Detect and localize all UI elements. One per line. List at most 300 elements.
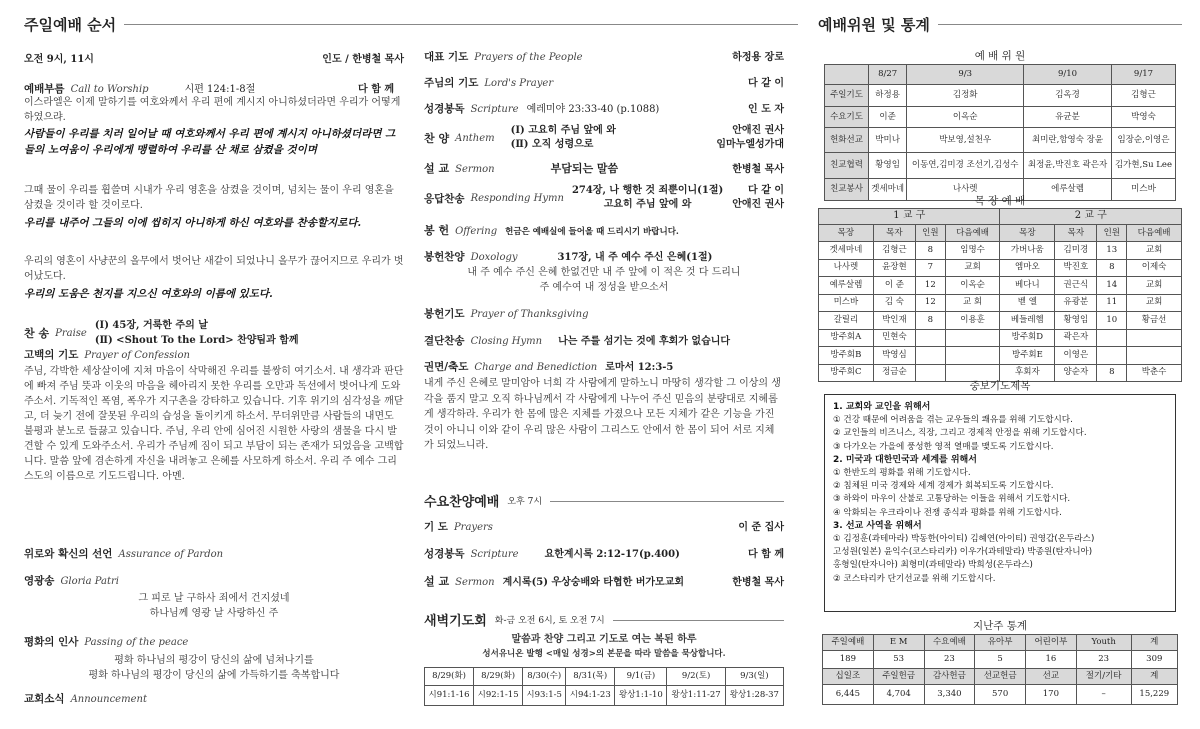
stat-value: 4,704 (873, 685, 924, 705)
peace-line-2: 평화 하나님의 평강이 당신의 삶에 가득하기를 축복합니다 (88, 670, 340, 681)
cell-title: 목 장 예 배 (974, 195, 1026, 207)
item-label: 위로와 확신의 선언 (24, 548, 113, 560)
stat-value: 23 (924, 651, 975, 669)
dawn-line-1: 말씀과 찬양 그리고 기도로 여는 복된 하루 (511, 634, 697, 645)
committee-cell: 최정윤,박진호 곽은자 (1024, 153, 1112, 179)
stat-header: 절기/기타 (1076, 669, 1131, 685)
stat-value: 15,229 (1131, 685, 1177, 705)
committee-cell: 박미나 (869, 128, 907, 153)
doxology-row (424, 248, 784, 264)
item-label: 찬 송 (24, 327, 50, 340)
thanksgiving-row (424, 306, 784, 321)
date-header: 8/27 (869, 65, 907, 85)
cell-value: 교회 (1127, 277, 1182, 295)
committee-cell: 박보영,설천우 (907, 128, 1024, 153)
dawn-ref: 시92:1-15 (474, 686, 523, 706)
item-label-en: Prayer of Confession (84, 350, 190, 361)
prayer-heading: 3. 선교 사역을 위해서 (833, 520, 922, 531)
col-header: 목자 (1055, 225, 1097, 242)
prayer-item: ① 김정훈(과테마라) 박동한(아이티) 김혜연(아이티) 권영갑(온두라스) (833, 534, 1095, 545)
prayer-item: ④ 악화되는 우크라이나 전쟁 종식과 평화를 위해 기도합시다. (833, 507, 1062, 518)
item-label-en: Passing of the peace (84, 637, 189, 648)
prayer-heading: 2. 미국과 대한민국과 세계를 위해서 (833, 454, 977, 465)
item-label: 봉헌기도 (424, 308, 465, 320)
table-row (819, 329, 1182, 347)
anthem-line-1: (Ⅰ) 고요히 주님 앞에 와 (510, 125, 616, 136)
cell-value: 양순자 (1055, 364, 1097, 382)
stat-value: 53 (873, 651, 924, 669)
doxology-ref: 317장, 내 주 예수 주신 은혜(1절) (557, 252, 713, 263)
prayer-item: ② 침체된 미국 경제와 세계 경제가 회복되도록 기도합시다. (833, 481, 1054, 492)
gloria-line-2: 하나님께 영광 날 사랑하신 주 (149, 608, 279, 619)
item-who: 다 함 께 (748, 549, 784, 560)
call-bold-1: 사람들이 우리를 치러 일어날 때 여호와께서 우리 편에 계시지 아니하셨더라면 그들의 노여움이 우리에게 맹렬하여 우리를 산 채로 삼켰을 것이며 (24, 128, 396, 156)
responding-line-2: 고요히 주님 앞에 와 (603, 199, 692, 210)
wed-scripture-row (424, 545, 784, 561)
item-label: 봉헌찬양 (424, 251, 465, 263)
wednesday-header (424, 491, 784, 510)
cell-value: 박인재 (873, 312, 915, 330)
closing-hymn-text: 나는 주를 섬기는 것에 후회가 없습니다 (558, 336, 731, 347)
dawn-date: 8/29(화) (425, 668, 474, 686)
col-header: 인원 (1097, 225, 1127, 242)
col-header: 목장 (1000, 225, 1055, 242)
cell-value: 후회자 (1000, 364, 1055, 382)
cell-value: 8 (916, 312, 946, 330)
date-header: 9/10 (1024, 65, 1112, 85)
stats-title: 지난주 통계 (972, 620, 1028, 632)
cell-value: 박춘수 (1127, 364, 1182, 382)
stat-value: 170 (1026, 685, 1077, 705)
peace-row (24, 634, 404, 649)
prayer-item: ③ 다가오는 가을에 풍성한 영적 열매를 맺도록 기도합시다. (833, 441, 1054, 452)
item-label: 권면/축도 (424, 361, 469, 373)
call-to-worship-row (24, 80, 404, 96)
item-label-en: Assurance of Pardon (118, 549, 224, 560)
wed-prayer-row (424, 518, 784, 534)
cell-value (916, 347, 946, 365)
cell-value: 가버나움 (1000, 242, 1055, 260)
committee-cell: 임장순,이영은 (1111, 128, 1175, 153)
stat-value: 23 (1076, 651, 1131, 669)
prayers-people-row (424, 48, 784, 64)
cell-value: 엠마오 (1000, 259, 1055, 277)
committee-cell: 김옥경 (1024, 85, 1112, 107)
cell-value: 민현숙 (873, 329, 915, 347)
cell-value (916, 329, 946, 347)
cell-value: 교회 (1127, 294, 1182, 312)
cell-value: 8 (1097, 364, 1127, 382)
prayer-item: ② 코스타리카 단기선교를 위해 기도합시다. (833, 573, 996, 584)
cell-value: 황금선 (1127, 312, 1182, 330)
cell-value (945, 347, 1000, 365)
item-label: 예배부름 (24, 83, 65, 95)
confession-row (24, 347, 404, 362)
announce-row (24, 691, 404, 706)
item-who: 한병철 목사 (732, 577, 784, 588)
header-rule (404, 24, 798, 25)
anthem-line-2: (Ⅱ) 오직 성령으로 (510, 139, 594, 150)
item-label: 설 교 (424, 575, 450, 588)
cell-value: 권근식 (1055, 277, 1097, 295)
stat-header: Youth (1076, 635, 1131, 651)
cell-value: 임명수 (945, 242, 1000, 260)
item-label-en: Sermon (455, 164, 495, 175)
order-of-worship-column (24, 0, 404, 729)
dawn-line-2: 성서유니온 발행 <매일 성경>의 본문을 따라 말씀을 묵상합니다. (482, 649, 726, 659)
dawn-ref: 시91:1-16 (425, 686, 474, 706)
cell-value: 8 (916, 242, 946, 260)
stat-value: 16 (1026, 651, 1077, 669)
table-row (819, 312, 1182, 330)
committee-cell: 겟세마네 (869, 179, 907, 201)
prayer-item: 홍형일(탄자니아) 최형미(과테말라) 박희성(온두라스) (833, 560, 1033, 571)
committee-cell: 유균분 (1024, 107, 1112, 128)
cell-value: 방주회E (1000, 347, 1055, 365)
item-label: 영광송 (24, 575, 55, 587)
cell-value: 7 (916, 259, 946, 277)
col-header: 인원 (916, 225, 946, 242)
benediction-ref: 로마서 12:3-5 (605, 362, 674, 373)
district-header: 2 교 구 (1000, 209, 1182, 225)
stat-header: 유아부 (975, 635, 1026, 651)
cell-value: 갈릴리 (819, 312, 874, 330)
dawn-date: 8/29(화) (474, 668, 523, 686)
item-label-en: Scripture (470, 104, 519, 115)
pardon-row (24, 546, 404, 561)
cell-value: 박진호 (1055, 259, 1097, 277)
cell-value: 이용훈 (945, 312, 1000, 330)
table-row (823, 635, 1178, 651)
cell-value: 방주회C (819, 364, 874, 382)
committee-cell: 하정용 (869, 85, 907, 107)
responding-line-1: 274장, 나 행한 것 죄뿐이니(1절) (571, 185, 724, 196)
item-label: 봉 헌 (424, 224, 450, 237)
cell-value: 유광분 (1055, 294, 1097, 312)
worship-order-header (24, 14, 404, 34)
item-label-en: Responding Hymn (470, 192, 564, 204)
committee-cell: 에루살렘 (1024, 179, 1112, 201)
table-row (823, 651, 1178, 669)
item-who: 이 준 집사 (738, 522, 784, 533)
cell-value: 이영은 (1055, 347, 1097, 365)
cell-value (1127, 347, 1182, 365)
item-who: 다 함 께 (358, 84, 394, 95)
cell-value (945, 329, 1000, 347)
stat-header: E M (873, 635, 924, 651)
header-rule (124, 24, 404, 25)
service-time: 오전 9시, 11시 (24, 54, 94, 65)
committee-and-stats-column (818, 0, 1182, 729)
benediction-text: 내게 주신 은혜로 말미암아 너희 각 사람에게 말하노니 마땅히 생각할 그 이상의 생각을 품지 말고 오직 하나님께서 각 사람에게 나누어 주신 믿음의 분량대로 지혜롭게 생각하라. 우리가 한 몸에 많은 지체를 가졌으나 모든 지체가 같은 기능을 가진 것이 아니니 이와 같이 우리 많은 사람이 그리스도 안에서 한 몸이 되어 서로 지체가 되었느니라. (424, 378, 781, 451)
prayer-box (824, 394, 1176, 612)
item-who: 다 같 이 (748, 78, 784, 89)
confession-text: 주님, 각박한 세상살이에 지쳐 마음이 삭막해진 우리를 불쌍히 여기소서. 내 생각과 판단에 빠져 주님 뜻과 이웃의 마음을 헤아리지 못한 우리를 오만과 독선에서 벗어나게 도와주소서. 기독적인 폭염, 폭우가 지구촌을 강타하고 있습니다. 기후 위기의 심각성을 깨닫고, 더 늦기 전에 잘못된 우리의 습성을 돌이키게 하소서. 무더위만큼 사람들의 내면도 불평과 분노로 들끓고 있습니다. 주님, 우리 안에 심어진 시원한 사랑의 샘물을 다시 발견할 수 있게 도와주소서. 우리가 주님께 짐이 되고 부담이 되는 존재가 되었음을 고백합니다. 말씀 앞에 겸손하게 자신을 내려놓고 은혜를 사모하게 하소서. 우리 주 예수 그리스도의 이름으로 기도드립니다. 아멘. (24, 366, 404, 482)
sermon-title: 계시록(5) 우상숭배와 타협한 버가모교회 (502, 577, 685, 588)
leader: 인도 / 한병철 목사 (322, 54, 404, 65)
date-header: 9/17 (1111, 65, 1175, 85)
role-cell: 주일기도 (825, 85, 869, 107)
lords-prayer-row (424, 74, 784, 90)
cell-value (1097, 329, 1127, 347)
prayer-item: ③ 하와이 마우이 산불로 고통당하는 이들을 위해서 기도합시다. (833, 494, 1071, 505)
item-who: 안애진 권사 (732, 199, 784, 210)
item-label-en: Gloria Patri (60, 576, 120, 587)
cell-value: 8 (1097, 259, 1127, 277)
offering-note: 헌금은 예배실에 들어올 때 드리시기 바랍니다. (505, 227, 679, 237)
cell-value: 12 (916, 277, 946, 295)
committee-cell: 미스바 (1111, 179, 1175, 201)
cell-value (1097, 347, 1127, 365)
gloria-row (24, 573, 404, 588)
stat-value: 309 (1131, 651, 1177, 669)
service-time-row (24, 50, 404, 65)
item-label-en: Scripture (470, 549, 519, 560)
item-label-en: Announcement (70, 694, 147, 705)
item-label: 평화의 인사 (24, 636, 79, 648)
hymn-row (24, 318, 404, 348)
prayer-item: ② 교인들의 비즈니스, 직장, 그리고 경제적 안정을 위해 기도합시다. (833, 428, 1087, 439)
cell-value: 교회 (1127, 242, 1182, 260)
benediction-row (424, 358, 784, 374)
stat-value: 189 (823, 651, 874, 669)
table-row (823, 669, 1178, 685)
role-cell: 친교봉사 (825, 179, 869, 201)
col-header: 다음예배 (1127, 225, 1182, 242)
committee-cell: 박영숙 (1111, 107, 1175, 128)
cell-value: 교회 (945, 259, 1000, 277)
cell-value: 13 (1097, 242, 1127, 260)
committee-cell: 이준 (869, 107, 907, 128)
stat-header: 계 (1131, 635, 1177, 651)
item-who: 하정용 장로 (732, 52, 784, 63)
cell-value: 곽은자 (1055, 329, 1097, 347)
committee-table (824, 64, 1176, 201)
dawn-ref: 시94:1-23 (566, 686, 615, 706)
stat-header: 주일헌금 (873, 669, 924, 685)
cell-value: 김형근 (873, 242, 915, 260)
section-title: 새벽기도회 (424, 614, 487, 629)
table-row (819, 242, 1182, 260)
cell-value: 윤장현 (873, 259, 915, 277)
offering-row (424, 222, 784, 238)
stat-header: 어린이부 (1026, 635, 1077, 651)
role-cell: 헌화선교 (825, 128, 869, 153)
scripture-ref: 요한계시록 2:12-17(p.400) (544, 549, 680, 560)
item-label: 설 교 (424, 162, 450, 175)
stat-value: 3,340 (924, 685, 975, 705)
hymn-line-1: (Ⅰ) 45장, 거룩한 주의 날 (94, 320, 208, 331)
dawn-date: 8/30(수) (523, 668, 566, 686)
stat-header: 선교 (1026, 669, 1077, 685)
item-label: 고백의 기도 (24, 349, 79, 361)
cell-value: 11 (1097, 294, 1127, 312)
item-label: 교회소식 (24, 693, 65, 705)
table-row (819, 294, 1182, 312)
stats-table (822, 634, 1178, 705)
call-bold-3: 우리의 도움은 천지를 지으신 여호와의 이름에 있도다. (24, 288, 273, 300)
doxology-line-2: 주 예수여 내 정성을 받으소서 (539, 282, 669, 293)
anthem-row (424, 124, 784, 152)
call-bold-2: 우리를 내주어 그들의 이에 씹히지 아니하게 하신 여호와를 찬송할지로다. (24, 217, 362, 229)
prayer-item: 고성원(일본) 윤익수(코스타리카) 이우가(과테말라) 박종원(탄자니아) (833, 547, 1093, 558)
dawn-table (424, 667, 784, 706)
dawn-date: 8/31(목) (566, 668, 615, 686)
committee-title: 예 배 위 원 (974, 50, 1026, 62)
cell-value: 방주회B (819, 347, 874, 365)
cell-value: 베들레헴 (1000, 312, 1055, 330)
committee-header (818, 14, 1182, 34)
cell-value: 이 준 (873, 277, 915, 295)
sermon-row (424, 160, 784, 176)
cell-value: 김 숙 (873, 294, 915, 312)
cell-value: 겟세마네 (819, 242, 874, 260)
table-row (819, 347, 1182, 365)
col-header: 다음예배 (945, 225, 1000, 242)
cell-value (1127, 329, 1182, 347)
cell-value: 정금순 (873, 364, 915, 382)
committee-cell: 이동연,김미경 조선기,김성수 (907, 153, 1024, 179)
item-label: 결단찬송 (424, 335, 465, 347)
stat-value: 6,445 (823, 685, 874, 705)
cell-value: 박영심 (873, 347, 915, 365)
prayer-item: ① 건강 때문에 어려움을 겪는 교우들의 쾌유를 위해 기도합시다. (833, 415, 1073, 426)
item-label-en: Praise (55, 327, 87, 339)
dawn-ref: 왕상1:1-10 (615, 686, 667, 706)
gloria-line-1: 그 피로 날 구하사 죄에서 건지셨네 (138, 593, 290, 604)
committee-cell: 김정화 (907, 85, 1024, 107)
hymn-line-2: (Ⅱ) <Shout To the Lord> 찬양팀과 함께 (94, 335, 299, 346)
date-header: 9/3 (907, 65, 1024, 85)
sermon-title: 부담되는 말씀 (550, 162, 619, 175)
call-text-3: 우리의 영혼이 사냥꾼의 올무에서 벗어난 새같이 되었나니 올무가 끊어지므로 우리가 벗어났도다. (24, 256, 404, 282)
item-label-en: Call to Worship (70, 84, 149, 95)
prayer-heading: 1. 교회와 교인을 위해서 (833, 402, 931, 412)
cell-value: 미스바 (819, 294, 874, 312)
stat-value: – (1076, 685, 1131, 705)
cell-value: 14 (1097, 277, 1127, 295)
committee-cell: 황영임 (869, 153, 907, 179)
peace-line-1: 평화 하나님의 평강이 당신의 삶에 넘쳐나기를 (114, 655, 314, 666)
closing-hymn-row (424, 332, 784, 348)
item-label-en: Offering (455, 226, 498, 237)
cell-value: 벧 엘 (1000, 294, 1055, 312)
header-rule (938, 24, 1182, 25)
item-label-en: Prayer of Thanksgiving (470, 309, 589, 320)
item-label: 대표 기도 (424, 51, 469, 63)
scripture-row (424, 100, 784, 116)
corner-cell (825, 65, 869, 85)
cell-table (818, 208, 1182, 382)
item-who: 다 같 이 (748, 185, 784, 196)
item-who: 한병철 목사 (732, 164, 784, 175)
order-of-worship-continued (424, 0, 784, 729)
item-label-en: Charge and Benediction (474, 362, 598, 373)
section-title: 예배위원 및 통계 (818, 15, 930, 34)
item-who: 안애진 권사 (732, 125, 784, 136)
cell-value: 이제숙 (1127, 259, 1182, 277)
stat-value: 5 (975, 651, 1026, 669)
item-label: 응답찬송 (424, 192, 465, 205)
stat-header: 계 (1131, 669, 1177, 685)
prayer-item: ① 한반도의 평화를 위해 기도합시다. (833, 468, 971, 479)
committee-cell: 이옥순 (907, 107, 1024, 128)
dawn-date: 9/2(토) (667, 668, 725, 686)
role-cell: 친교협력 (825, 153, 869, 179)
col-header: 목자 (873, 225, 915, 242)
dawn-ref: 시93:1-5 (523, 686, 566, 706)
cell-value: 황영임 (1055, 312, 1097, 330)
role-cell: 수요기도 (825, 107, 869, 128)
cell-value: 이옥순 (945, 277, 1000, 295)
item-label: 성경봉독 (424, 103, 465, 115)
item-label-en: Sermon (455, 577, 495, 588)
wed-sermon-row (424, 573, 784, 589)
cell-value: 김미경 (1055, 242, 1097, 260)
section-time: 화-금 오전 6시, 토 오전 7시 (494, 616, 605, 626)
table-row (819, 259, 1182, 277)
call-text-1: 이스라엘은 이제 말하기를 여호와께서 우리 편에 계시지 아니하셨더라면 우리가 어떻게 하였으랴. (24, 97, 401, 123)
committee-cell: 최미란,함영숙 장윤 (1024, 128, 1112, 153)
item-label-en: Closing Hymn (470, 336, 543, 347)
section-title: 수요찬양예배 (424, 495, 500, 510)
stat-header: 주일예배 (823, 635, 874, 651)
dawn-ref: 왕상1:11-27 (667, 686, 725, 706)
item-label-en: Lord's Prayer (484, 78, 554, 89)
cell-value: 10 (1097, 312, 1127, 330)
stat-header: 십일조 (823, 669, 874, 685)
item-label-en: Doxology (470, 252, 518, 263)
item-who: 인 도 자 (748, 104, 784, 115)
scripture-ref: 예레미야 23:33-40 (p.1088) (526, 104, 660, 115)
responding-hymn-row (424, 184, 784, 212)
committee-cell: 김형근 (1111, 85, 1175, 107)
cell-value: 방주회A (819, 329, 874, 347)
dawn-date: 9/1(금) (615, 668, 667, 686)
dawn-header (424, 610, 784, 629)
cell-value: 베다니 (1000, 277, 1055, 295)
item-label-en: Prayers (453, 522, 493, 533)
district-header: 1 교 구 (819, 209, 1000, 225)
item-who: 임마누엘성가대 (716, 139, 784, 150)
stat-header: 선교헌금 (975, 669, 1026, 685)
prayer-title: 중보기도제목 (969, 380, 1031, 392)
dawn-ref: 왕상1:28-37 (725, 686, 783, 706)
cell-value: 나사렛 (819, 259, 874, 277)
item-label: 찬 양 (424, 132, 450, 145)
scripture-ref: 시편 124:1-8절 (184, 84, 256, 95)
item-label: 기 도 (424, 521, 448, 533)
table-row (819, 277, 1182, 295)
call-text-2: 그때 물이 우리를 휩쓸며 시내가 우리 영혼을 삼켰을 것이며, 넘치는 물이 우리 영혼을 삼켰을 것이라 할 것이로다. (24, 185, 394, 211)
section-time: 오후 7시 (507, 497, 543, 507)
prayer-list (833, 401, 1167, 586)
col-header: 목장 (819, 225, 874, 242)
cell-value: 방주회D (1000, 329, 1055, 347)
cell-value: 예루살렘 (819, 277, 874, 295)
stat-header: 수요예배 (924, 635, 975, 651)
page-title: 주일예배 순서 (24, 15, 117, 34)
item-label: 성경봉독 (424, 548, 465, 560)
stat-header: 감사헌금 (924, 669, 975, 685)
dawn-date: 9/3(일) (725, 668, 783, 686)
item-label-en: Prayers of the People (474, 52, 583, 63)
stat-value: 570 (975, 685, 1026, 705)
item-label-en: Anthem (455, 132, 495, 144)
table-row (823, 685, 1178, 705)
item-label: 주님의 기도 (424, 77, 479, 89)
cell-value: 12 (916, 294, 946, 312)
